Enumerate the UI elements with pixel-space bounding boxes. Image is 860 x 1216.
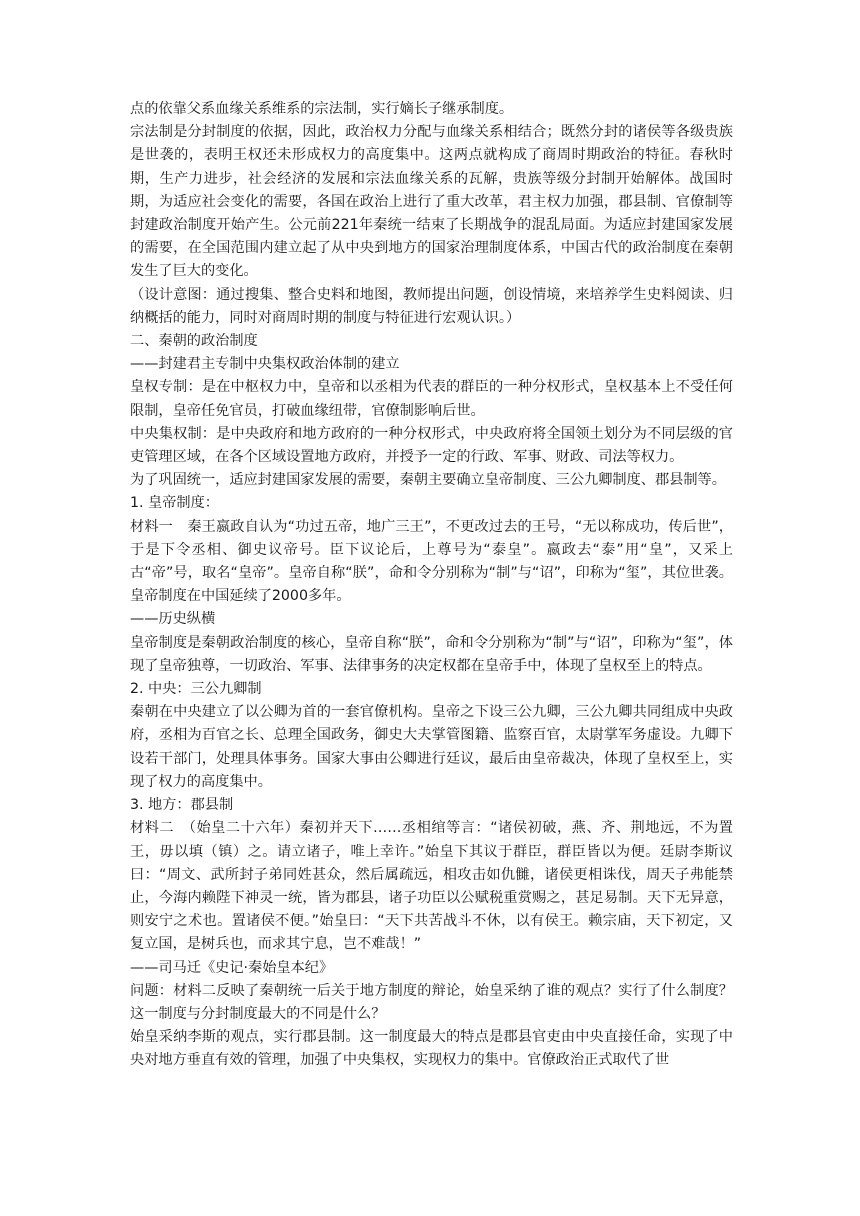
- paragraph-clan-system-analysis: 宗法制是分封制度的依据，因此，政治权力分配与血缘关系相结合；既然分封的诸侯等各级贵族是世袭的，表明王权还未形成权力的高度集中。这两点就构成了商周时期政治的特征。春秋时期，生产力进步，社会经济的发展和宗法血缘关系的瓦解，贵族等级分封制开始解体。战国时期，为适应社会变化的需要，各国在政治上进行了重大改革，君主权力加强，郡县制、官僚制等封建政治制度开始产生。公元前221年秦统一结束了长期战争的混乱局面。为适应封建国家发展的需要，在全国范围内建立起了从中央到地方的国家治理制度体系，中国古代的政治制度在秦朝发生了巨大的变化。: [130, 124, 733, 280]
- section-heading-qin-politics: 二、秦朝的政治制度: [130, 333, 258, 350]
- material-two-source: ——司马迁《史记·秦始皇本纪》: [130, 959, 334, 976]
- paragraph-design-intent: （设计意图：通过搜集、整合史料和地图，教师提出问题，创设情境，来培养学生史料阅读、归纳概括的能力，同时对商周时期的制度与特征进行宏观认识。）: [130, 286, 733, 326]
- section-subtitle: ——封建君主专制中央集权政治体制的建立: [130, 356, 400, 373]
- paragraph-three-lords-nine-ministers: 秦朝在中央建立了以公卿为首的一套官僚机构。皇帝之下设三公九卿，三公九卿共同组成中央政府，丞相为百官之长、总理全国政务，御史大夫掌管图籍、监察百官，太尉掌军务虚设。九卿下设若干部门，处理具体事务。国家大事由公卿进行廷议，最后由皇帝裁决，体现了皇权至上，实现了权力的高度集中。: [130, 704, 733, 790]
- paragraph-emperor-core: 皇帝制度是秦朝政治制度的核心，皇帝自称“朕”，命和令分别称为“制”与“诏”，印称为“玺”，体现了皇帝独尊，一切政治、军事、法律事务的决定权都在皇帝手中，体现了皇权至上的特点。: [130, 634, 733, 674]
- subheading-local-government: 3. 地方：郡县制: [130, 797, 234, 814]
- paragraph-imperial-autocracy: 皇权专制：是在中枢权力中，皇帝和以丞相为代表的群臣的一种分权形式，皇权基本上不受任何限制，皇帝任免官员，打破血缘纽带，官僚制影响后世。: [130, 379, 733, 419]
- document-page: [130, 98, 733, 1073]
- material-one-source: ——历史纵横: [130, 611, 216, 628]
- paragraph-qin-systems-intro: 为了巩固统一，适应封建国家发展的需要，秦朝主要确立皇帝制度、三公九卿制度、郡县制等。: [130, 472, 726, 489]
- paragraph-centralization: 中央集权制：是中央政府和地方政府的一种分权形式，中央政府将全国领土划分为不同层级的官吏管理区域，在各个区域设置地方政府，并授予一定的行政、军事、财政、司法等权力。: [130, 425, 733, 466]
- answer-paragraph: 始皇采纳李斯的观点，实行郡县制。这一制度最大的特点是郡县官吏由中央直接任命，实现了中央对地方垂直有效的管理，加强了中央集权，实现权力的集中。官僚政治正式取代了世: [130, 1029, 733, 1069]
- material-two-quote: 材料二 （始皇二十六年）秦初并天下……丞相绾等言：“诸侯初破，燕、齐、荆地远，不为置王，毋以填（镇）之。请立诸子，唯上幸许。”始皇下其议于群臣，群臣皆以为便。廷尉李斯议曰：“周文、武所封子弟同姓甚众，然后属疏远，相攻击如仇雠，诸侯更相诛伐，周天子弗能禁止，今海内赖陛下神灵一统，皆为郡县，诸子功臣以公赋税重赏赐之，甚足易制。天下无异意，则安宁之术也。置诸侯不便。”始皇曰：“天下共苦战斗不休，以有侯王。赖宗庙，天下初定，又复立国，是树兵也，而求其宁息，岂不难哉！”: [130, 820, 733, 953]
- material-one-quote: 材料一 秦王嬴政自认为“功过五帝，地广三王”，不更改过去的王号，“无以称成功，传后世”，于是下令丞相、御史议帝号。臣下议论后，上尊号为“泰皇”。嬴政去“泰”用“皇”，又采上古“帝”号，取名“皇帝”。皇帝自称“朕”，命和令分别称为“制”与“诏”，印称为“玺”，其位世袭。皇帝制度在中国延续了2000多年。: [130, 518, 733, 605]
- subheading-emperor-system: 1. 皇帝制度：: [130, 495, 219, 512]
- subheading-central-government: 2. 中央：三公九卿制: [130, 681, 262, 698]
- paragraph-clan-system-end: 点的依靠父系血缘关系维系的宗法制，实行嫡长子继承制度。: [130, 101, 514, 117]
- question-paragraph: 问题：材料二反映了秦朝统一后关于地方制度的辩论，始皇采纳了谁的观点？实行了什么制度？这一制度与分封制度最大的不同是什么？: [130, 982, 733, 1022]
